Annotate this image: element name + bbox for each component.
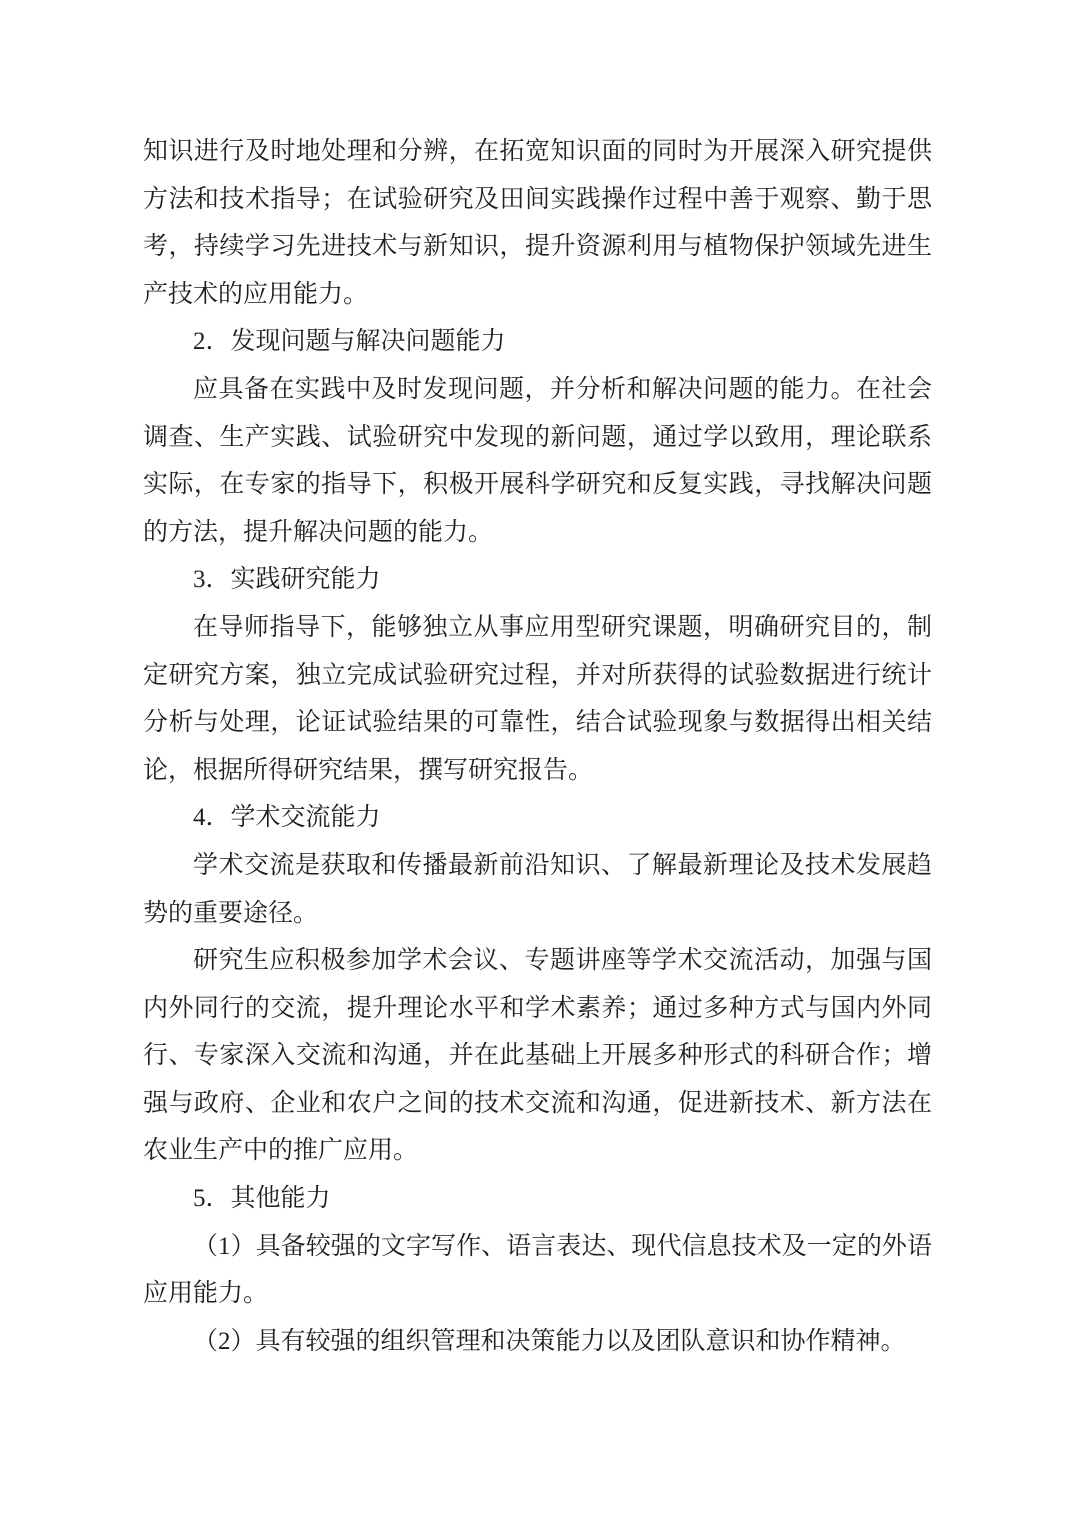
section-heading-4: 4．学术交流能力: [193, 804, 381, 832]
body-paragraph: 应具备在实践中及时发现问题，并分析和解决问题的能力。在社会调查、生产实践、试验研究中发现的新问题，通过学以致用，理论联系实际，在专家的指导下，积极开展科学研究和反复实践，寻找解决问题的方法，提升解决问题的能力。: [143, 375, 932, 546]
body-paragraph: 在导师指导下，能够独立从事应用型研究课题，明确研究目的，制定研究方案，独立完成试验研究过程，并对所获得的试验数据进行统计分析与处理，论证试验结果的可靠性，结合试验现象与数据得出相关结论，根据所得研究结果，撰写研究报告。: [143, 613, 932, 784]
body-paragraph-list-item-2: （2）具有较强的组织管理和决策能力以及团队意识和协作精神。: [193, 1327, 906, 1355]
section-heading-3: 3．实践研究能力: [193, 566, 381, 594]
body-paragraph: 学术交流是获取和传播最新前沿知识、了解最新理论及技术发展趋势的重要途径。: [143, 851, 932, 927]
body-paragraph: 研究生应积极参加学术会议、专题讲座等学术交流活动，加强与国内外同行的交流，提升理论水平和学术素养；通过多种方式与国内外同行、专家深入交流和沟通，并在此基础上开展多种形式的科研合作；增强与政府、企业和农户之间的技术交流和沟通，促进新技术、新方法在农业生产中的推广应用。: [143, 947, 932, 1165]
body-paragraph-continuation: 知识进行及时地处理和分辨，在拓宽知识面的同时为开展深入研究提供方法和技术指导；在试验研究及田间实践操作过程中善于观察、勤于思考，持续学习先进技术与新知识，提升资源利用与植物保护领域先进生产技术的应用能力。: [143, 138, 932, 308]
section-heading-5: 5．其他能力: [193, 1185, 331, 1213]
section-heading-2: 2．发现问题与解决问题能力: [193, 328, 506, 356]
body-paragraph-list-item-1: （1）具备较强的文字写作、语言表达、现代信息技术及一定的外语应用能力。: [143, 1232, 932, 1308]
